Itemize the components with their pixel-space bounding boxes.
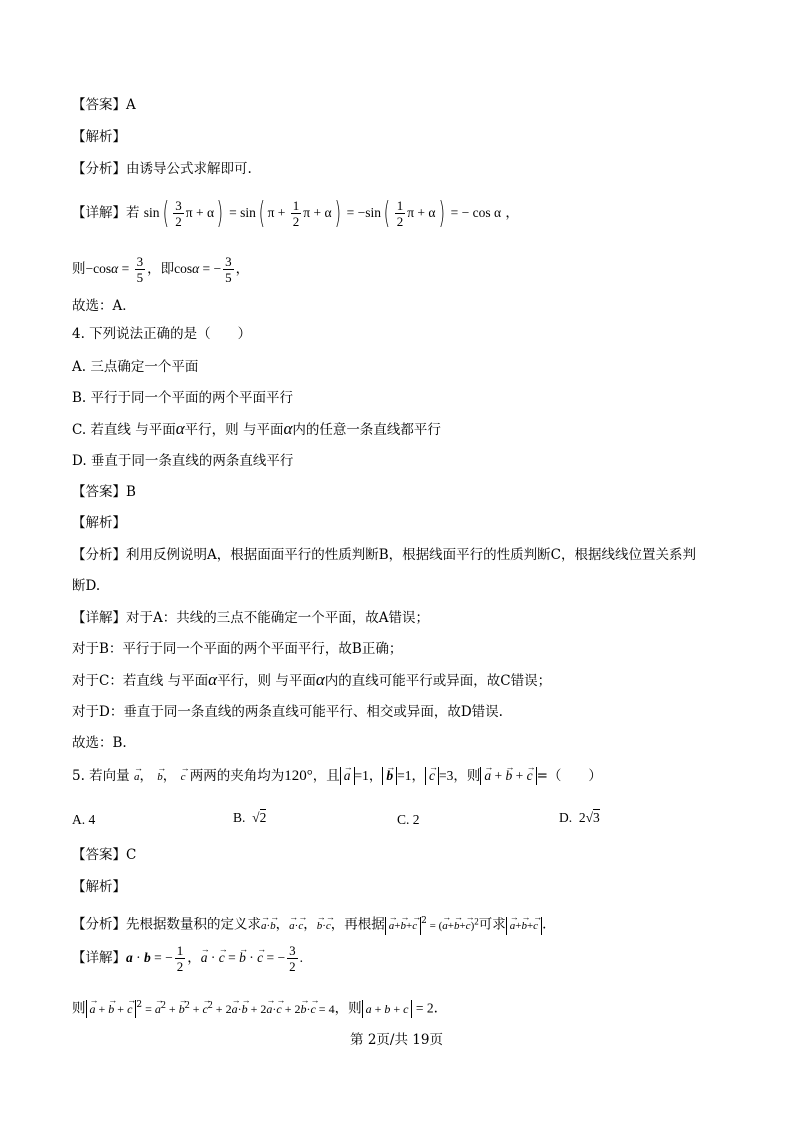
q3-then-line: 则−cosα = $\frac{3}{5}$ ，即cosα = − $\frac{3}{5}$ ，: [72, 254, 250, 286]
page-footer: 第 2页/共 19页: [350, 1032, 443, 1048]
fenxi-text: 由诱导公式求解即可.: [126, 161, 252, 177]
q5-analysis-tag: 【解析】: [72, 879, 126, 895]
q4-detail-d: 对于D：垂直于同一条直线的两条直线可能平行、相交或异面，故D错误.: [72, 704, 503, 720]
formula-neg-cos: −cosα = $\frac{3}{5}$: [85, 254, 144, 286]
q4-detail-a: 【详解】对于A：共线的三点不能确定一个平面，故A错误；: [72, 610, 429, 626]
formula-cos: cosα = − $\frac{3}{5}$: [174, 254, 232, 286]
q4-answer-line: 【答案】B: [72, 484, 136, 500]
formula-sin-3pi2: sin( $\frac{3}{2}$ π + α) = sin( π + $\frac{1}{2}$ π + α) = −sin( $\frac{1}{2}$ π + α) = − cos α: [143, 195, 502, 231]
q3-answer-line: [72, 95, 136, 115]
answer-tag: 【答案】: [72, 97, 126, 113]
q4-option-b: B. 平行于同一个平面的两个平面平行: [72, 390, 294, 406]
q5-stem: 5. 若向量 → a， → b， → c 两两的夹角均为120°，且→ a =1，→ b =1，→ c =3，则→ a + → b + → c =（ ）: [72, 765, 602, 788]
q4-fenxi-line2: 断D.: [72, 578, 101, 594]
q5-option-a: A. 4: [72, 812, 96, 827]
detail-prefix: 若: [126, 205, 140, 221]
fenxi-tag: 【分析】: [72, 161, 126, 177]
q5-then-line: 则→ a + → b + → c $^2$ = → $a^2$ + → $b^2$ + → $c^2 + 2\to a\cdot\to b + 2\to a\cdot\to c + 2\to b\cdot\to c = 4$，则 a + b + c = 2.: [72, 994, 438, 1020]
q3-analysis-tag: 【解析】: [72, 129, 126, 145]
q4-detail-c: 对于C：若直线 与平面α平行，则 与平面α内的直线可能平行或异面，故C错误；: [72, 670, 552, 689]
q4-analysis-tag: 【解析】: [72, 515, 126, 531]
q4-fenxi-line1: 【分析】利用反例说明A，根据面面平行的性质判断B，根据线面平行的性质判断C，根据线线位置关系判: [72, 547, 696, 563]
q3-detail-line: 【详解】若 sin( $\frac{3}{2}$ π + α) = sin( π + $\frac{1}{2}$ π + α) = −sin( $\frac{1}{2}$ π + α) = − cos α ，: [72, 195, 519, 231]
q5-option-b: B. √2: [233, 810, 267, 825]
q4-conclusion: 故选：B.: [72, 735, 127, 751]
q4-option-a: A. 三点确定一个平面: [72, 359, 199, 375]
q4-detail-b: 对于B：平行于同一个平面的两个平面平行，故B正确；: [72, 641, 403, 657]
q3-fenxi-line: [72, 159, 252, 179]
answer-value: A: [126, 97, 136, 113]
q5-option-c: C. 2: [397, 812, 420, 827]
detail-tag: 【详解】: [72, 205, 126, 221]
q5-fenxi-line: 【分析】先根据数量积的定义求→ a·→ b，→ a·→ c，→ b·→ c，再根据→ a+→ b+→ c $^2$ = (→ a+→ b+→ c)$^2$可求→ a+→ b+→ c .: [72, 910, 546, 937]
q4-option-c: C. 若直线 与平面α平行，则 与平面α内的任意一条直线都平行: [72, 419, 441, 438]
then-mid: ，即: [147, 261, 175, 277]
q5-answer-line: 【答案】C: [72, 847, 137, 863]
q3-conclusion: 故选：A．: [72, 298, 136, 314]
q4-stem: 4. 下列说法正确的是（ ）: [72, 326, 252, 342]
q5-detail-line: 【详解】a · b = − $\frac{1}{2}$ ，→ a · → c = → b · → c = − $\frac{3}{2}$ .: [72, 940, 303, 976]
q5-option-d: D. 2√3: [559, 810, 600, 825]
then-prefix: 则: [72, 261, 86, 277]
q4-option-d: D. 垂直于同一条直线的两条直线平行: [72, 453, 294, 469]
